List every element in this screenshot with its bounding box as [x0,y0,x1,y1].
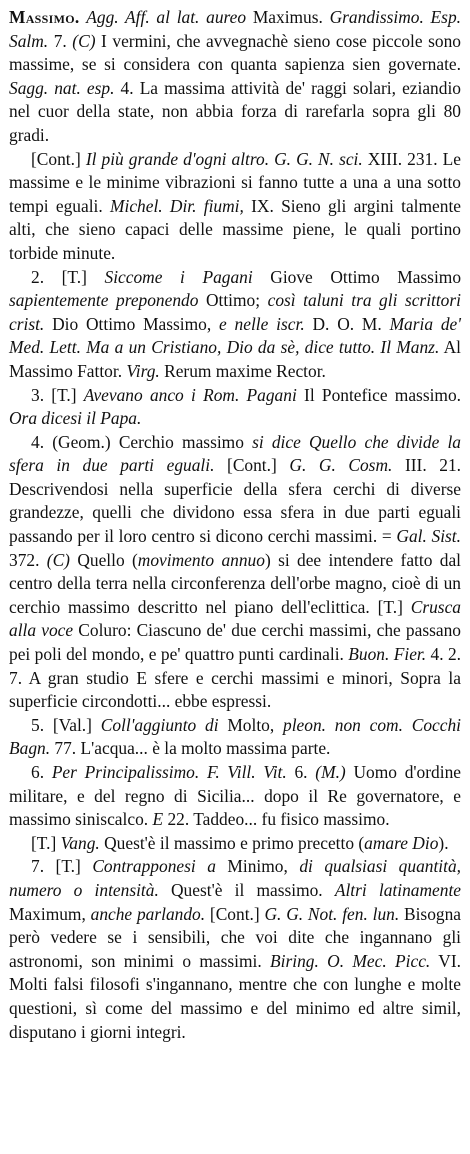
italic-run: amare Dio [364,832,439,853]
headword: Massimo. [9,7,80,27]
italic-run: movimento annuo [137,549,265,570]
italic-run: Buon. Fier. [348,644,427,665]
text-run: Minimo, [215,856,300,877]
text-run: [Cont.] [31,148,86,169]
text-run: 4. 2. 7. A gran studio E sfere e cerchi massimi e minori, Sopra la superficie circondotti... ebbe espressi. [9,644,461,712]
italic-run: Il più grande d'ogni altro. G. G. N. sci. [85,148,363,169]
text-run: Rerum maxime Rector. [159,360,326,381]
entry-paragraph-1 [9,6,461,148]
text-run: Ottimo; [198,290,268,311]
italic-run: Per Principalissimo. F. Vill. Vit. [51,762,287,782]
italic-run: Gal. Sist. [396,526,461,547]
text-run: 6. [31,762,52,782]
text-run: 3. [T.] [31,384,84,405]
latin-etymon: Maximus. [252,7,323,27]
text-run: XIII. 231. Le massime e le minime vibrazioni si fanno tutte a una a una sotto tempi eguali. [9,148,461,216]
sense-5 [9,714,461,761]
text-run: Dio Ottimo Massimo, [44,313,220,334]
text-run: VI. Molti falsi filosofi s'ingannano, mentre che con lunghe e molte questioni, sì come del massimo e del minimo ed altre simil, disputano i giorni integri. [9,950,461,1042]
text-run: Maximum, [9,903,91,924]
italic-run: anche parlando. [90,903,206,924]
italic-run: (C) [46,549,70,570]
paragraph-text [31,833,449,853]
italic-run: Altri latinamente [334,879,462,900]
text-run: ) si dee intendere fatto dal centro della terra nella circonferenza dell'orbe magno, cioè di un cerchio massimo descritto nel piano dell'eclittica. [T.] [9,549,462,617]
sense-6 [9,761,461,832]
text-run: Quello ( [69,549,138,570]
italic-run: Biring. O. Mec. Picc. [270,950,431,971]
sense-2 [9,266,461,384]
text-run: 7. [48,30,73,51]
grammar-note: Agg. Aff. al lat. aureo [86,7,247,27]
text-run: I vermini, che avvegnachè sieno cose piccole sono massime, se si considera con quanta sapienza sien governate. [9,30,461,75]
italic-run: G. G. Cosm. [289,455,393,476]
sense-3 [9,384,461,431]
text-run: 2. [T.] [31,266,105,287]
italic-run: Ora dicesi il Papa. [9,408,142,429]
italic-run: Virg. [126,360,160,381]
paragraph-text [9,762,461,829]
paragraph-text [9,856,461,1041]
italic-run: Coll'aggiunto di [100,714,219,735]
italic-run: (M.) [315,762,346,782]
text-run: III. 21. Descrivendosi nella superficie della sfera cerchi di diverse grandezze, quelli che dividono essa sfera in due parti eguali passando per il loro centro si dicono cerchi massimi. = [9,455,462,547]
dictionary-entry [9,6,461,1044]
paragraph-text [9,385,461,429]
text-run: 77. L'acqua... è la molto massima parte. [50,738,331,759]
italic-run: e nelle iscr. [219,313,305,334]
text-run: Uomo d'ordine militare, e del regno di Sicilia... dopo il Re governatore, e massimo siniscalco. [9,762,461,830]
italic-run: Maria de' Med. Lett. Ma a un Cristiano, Dio da sè, dice tutto. Il Manz. [9,313,461,358]
sense-6-note [9,832,461,856]
italic-run: (C) [72,30,96,51]
sense-7 [9,855,461,1044]
italic-run: Siccome i Pagani [104,266,253,287]
text-run: Giove Ottimo Massimo [252,266,462,287]
text-run: 372. [9,549,47,570]
text-run: 22. Taddeo... fu fisico massimo. [163,809,390,830]
text-run: 4. La massima attività de' raggi solari, eziandio nel cuor della state, non abbia forza di rarefarla sopra gli 80 gradi. [9,77,461,145]
text-run: 6. [286,762,316,782]
italic-run: Michel. Dir. fiumi, [110,195,244,216]
italic-run: pleon. non com. Cocchi Bagn. [9,714,461,759]
text-run: [T.] [31,832,61,853]
text-run: D. O. M. [304,313,390,334]
italic-run: G. G. Not. fen. lun. [264,903,400,924]
italic-run: Grandissimo. Esp. Salm. [9,7,461,51]
text-run: IX. Sieno gli argini talmente alti, che sieno capaci delle massime piene, le quali portino torbide minute. [9,195,462,263]
text-run: 5. [Val.] [31,714,101,735]
text-run: Al Massimo Fattor. [9,337,461,381]
text-run: 4. (Geom.) Cerchio massimo [31,431,253,452]
text-run: Quest'è il massimo e primo precetto ( [99,832,365,853]
italic-run: così taluni tra gli scrittori crist. [9,290,461,334]
paragraph-text [9,715,461,759]
italic-run: sapientemente preponendo [9,290,199,311]
italic-run: Crusca alla voce [9,596,461,641]
text-run: Molto, [218,714,283,735]
text-run: Il Pontefice massimo. [296,384,461,405]
text-run: [Cont.] [214,455,290,476]
entry-paragraph-2 [9,148,461,266]
paragraph-text [9,149,461,263]
italic-run: di qualsiasi quantità, numero o intensità. [9,856,461,900]
text-run: Bisogna però vedere se i sensibili, che voi dite che ingannano gli astronomi, son minimi o massimi. [9,903,462,971]
paragraph-text [9,432,461,712]
text-run: ). [438,832,449,853]
paragraph-text [9,267,461,381]
text-run: [Cont.] [205,903,265,924]
italic-run: Sagg. nat. esp. [9,77,115,98]
text-run: Coluro: Ciascuno de' due cerchi massimi, che passano pei poli del mondo, e pe' quattro punti cardinali. [9,620,461,665]
italic-run: Vang. [60,832,100,853]
italic-run: si dice Quello che divide la sfera in due parti eguali. [9,431,461,476]
italic-run: Avevano anco i Rom. Pagani [83,384,297,405]
text-run: 7. [T.] [31,856,93,877]
sense-4 [9,431,461,714]
paragraph-text [9,7,461,145]
text-run: Quest'è il massimo. [158,879,335,900]
italic-run: E [152,809,164,830]
italic-run: Contrapponesi a [92,856,216,877]
